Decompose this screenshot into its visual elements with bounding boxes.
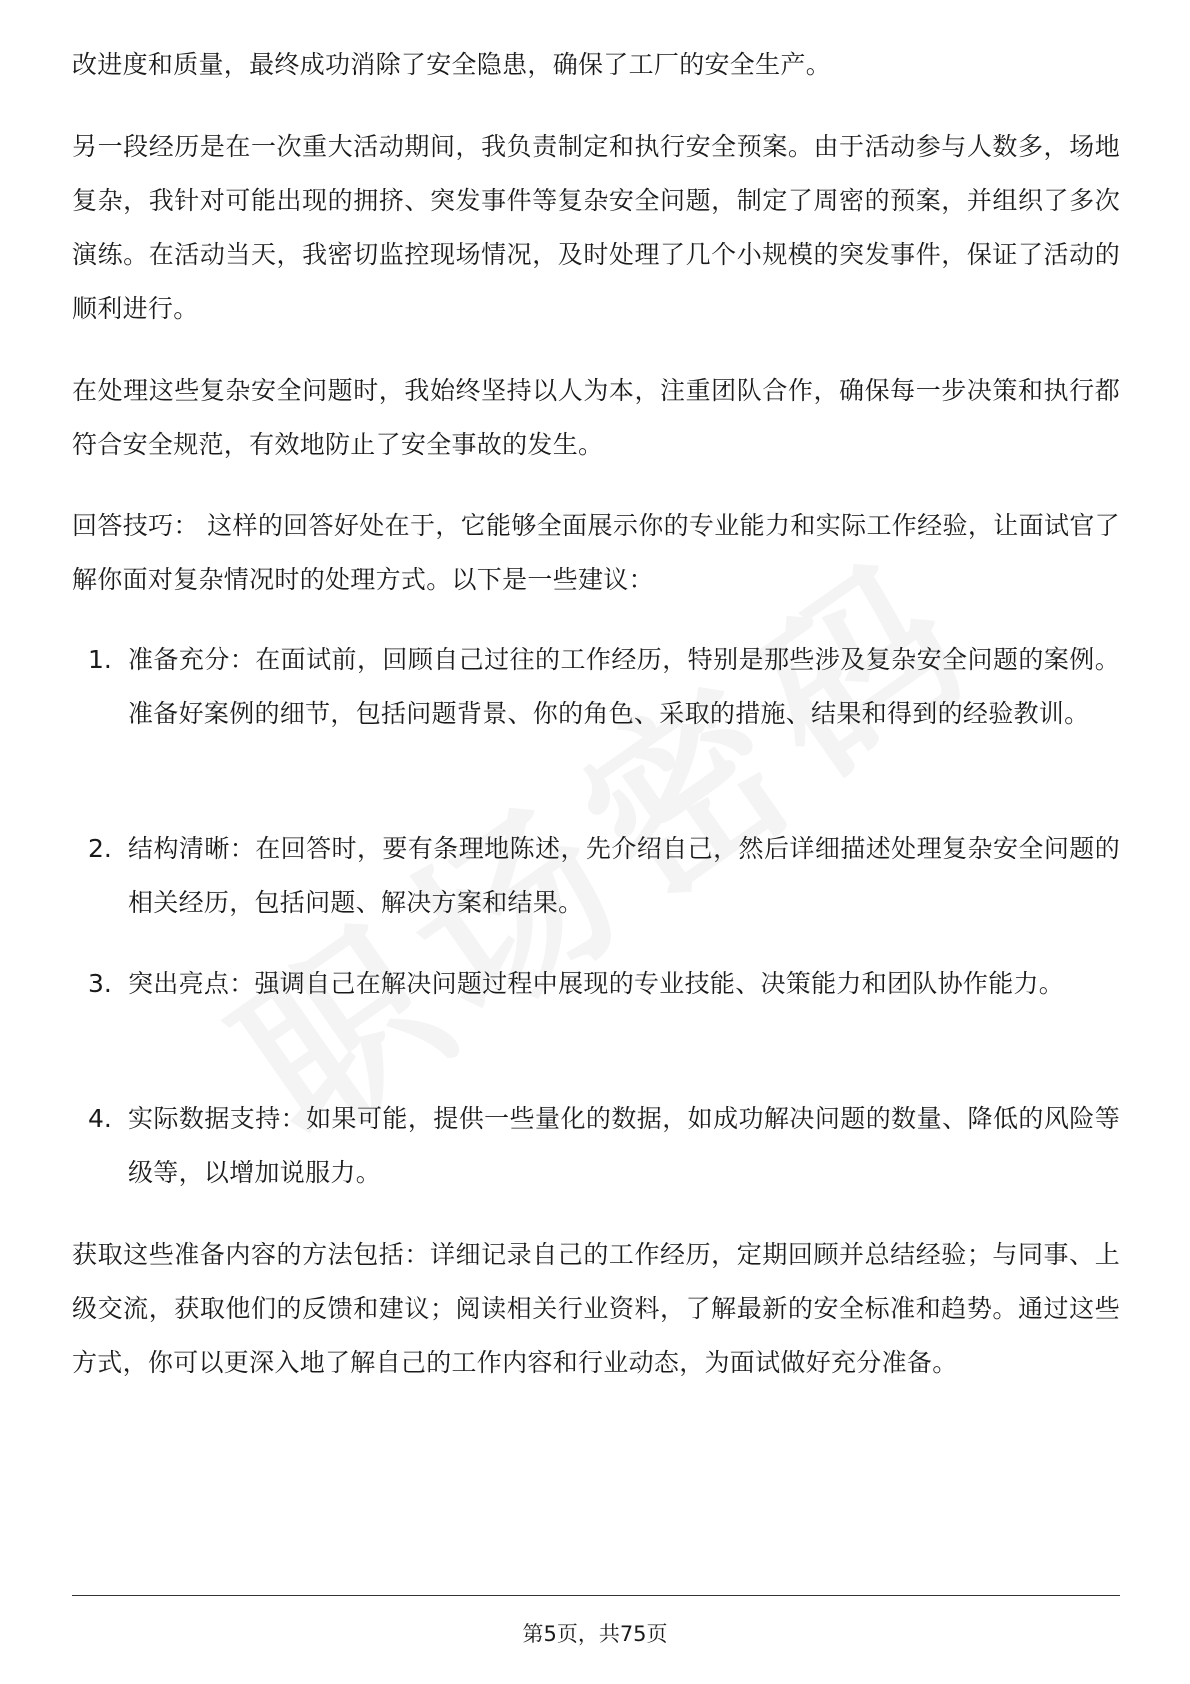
paragraph-4: 回答技巧： 这样的回答好处在于，它能够全面展示你的专业能力和实际工作经验，让面试官了解你面对复杂情况时的处理方式。以下是一些建议： <box>72 511 1120 594</box>
paragraph-2: 另一段经历是在一次重大活动期间，我负责制定和执行安全预案。由于活动参与人数多，场地复杂，我针对可能出现的拥挤、突发事件等复杂安全问题，制定了周密的预案，并组织了多次演练。在活动当天，我密切监控现场情况，及时处理了几个小规模的突发事件，保证了活动的顺利进行。 <box>72 132 1120 323</box>
footer-divider <box>72 1595 1120 1596</box>
list-text: 实际数据支持：如果可能，提供一些量化的数据，如成功解决问题的数量、降低的风险等级等，以增加说服力。 <box>128 1104 1120 1187</box>
list-number: 2. <box>88 834 112 863</box>
page-number: 第5页，共75页 <box>522 1622 668 1646</box>
list-text: 突出亮点：强调自己在解决问题过程中展现的专业技能、决策能力和团队协作能力。 <box>128 969 1065 998</box>
paragraph-5: 获取这些准备内容的方法包括：详细记录自己的工作经历，定期回顾并总结经验；与同事、上级交流，获取他们的反馈和建议；阅读相关行业资料，了解最新的安全标准和趋势。通过这些方式，你可以更深入地了解自己的工作内容和行业动态，为面试做好充分准备。 <box>72 1240 1120 1377</box>
paragraph-1: 改进度和质量，最终成功消除了安全隐患，确保了工厂的安全生产。 <box>72 50 832 79</box>
list-text: 结构清晰：在回答时，要有条理地陈述，先介绍自己，然后详细描述处理复杂安全问题的相关经历，包括问题、解决方案和结果。 <box>128 834 1120 917</box>
list-number: 4. <box>88 1104 112 1133</box>
list-number: 1. <box>88 645 112 674</box>
document-page <box>72 0 1120 1684</box>
list-number: 3. <box>88 969 112 998</box>
paragraph-3: 在处理这些复杂安全问题时，我始终坚持以人为本，注重团队合作，确保每一步决策和执行都符合安全规范，有效地防止了安全事故的发生。 <box>72 376 1120 459</box>
list-text: 准备充分：在面试前，回顾自己过往的工作经历，特别是那些涉及复杂安全问题的案例。准备好案例的细节，包括问题背景、你的角色、采取的措施、结果和得到的经验教训。 <box>128 645 1120 728</box>
